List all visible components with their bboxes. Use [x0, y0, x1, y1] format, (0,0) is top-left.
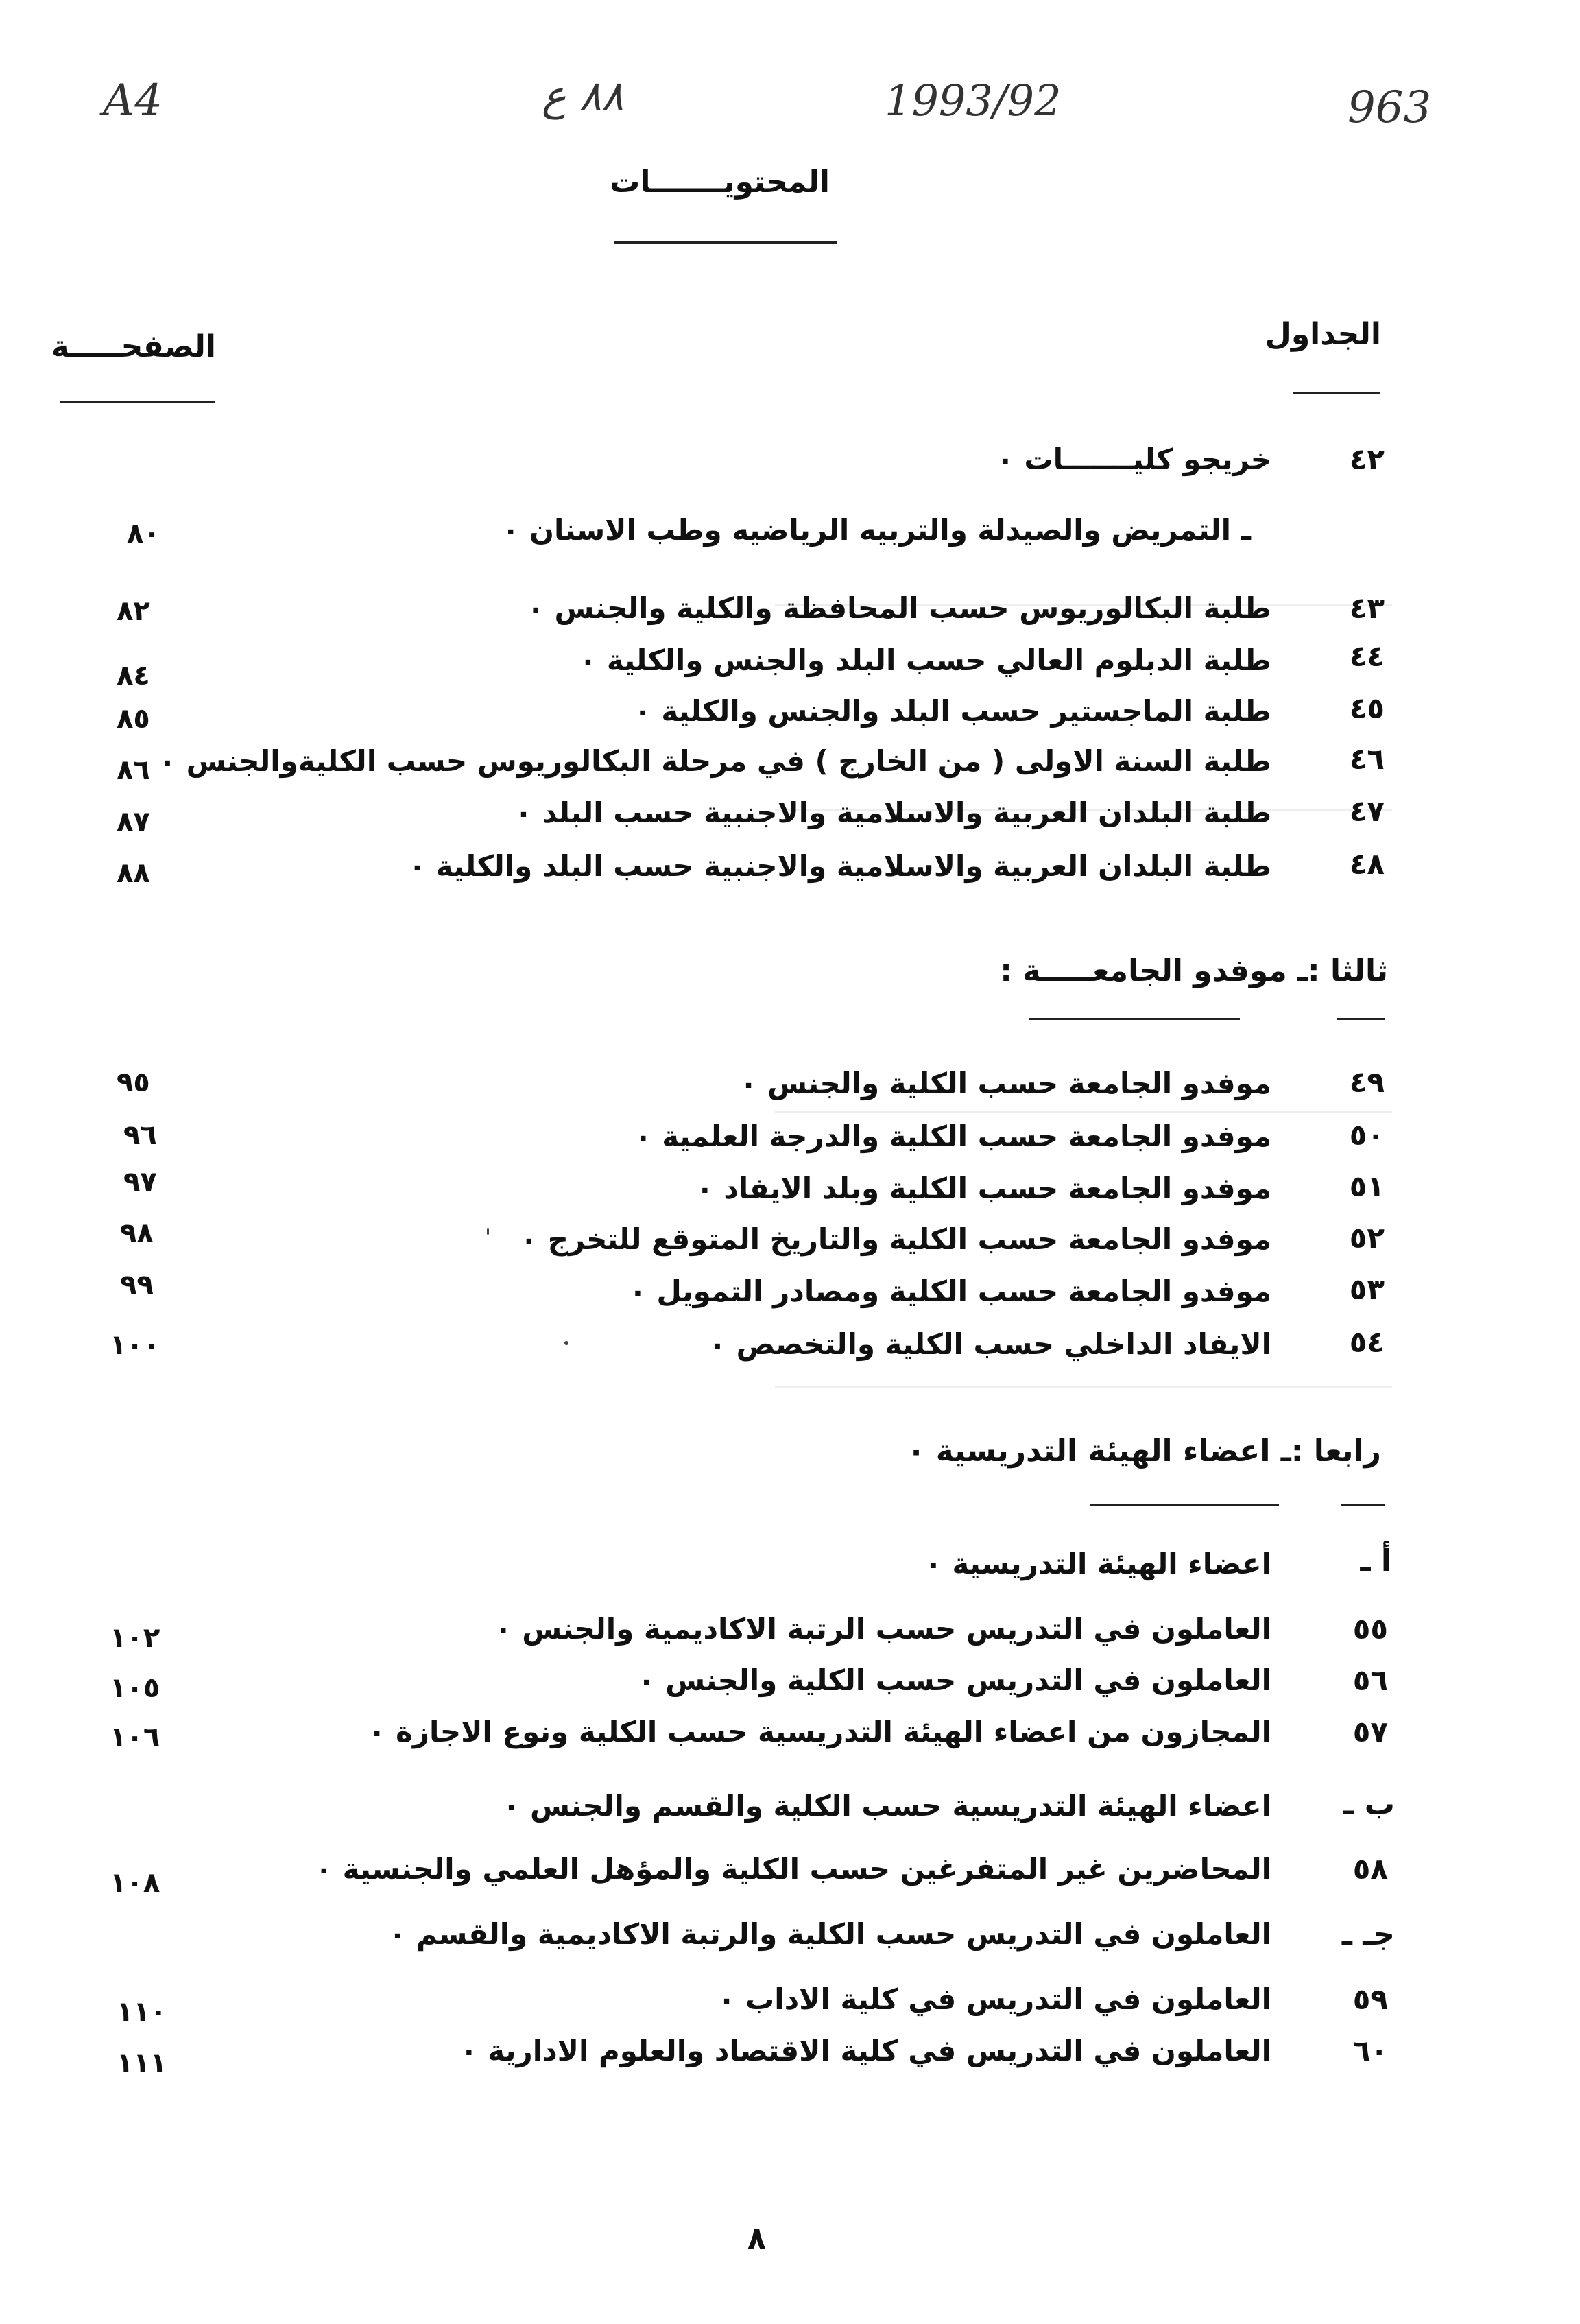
section-heading: ثالثا :ـ موفدو الجامعـــــة :	[1000, 953, 1388, 988]
table-number: ٤٧	[1349, 794, 1385, 828]
table-title: طلبة البكالوريوس حسب المحافظة والكلية والجنس ٠	[527, 591, 1271, 625]
table-number: ٥٣	[1349, 1272, 1385, 1306]
subsection-heading: العاملون في التدريس حسب الكلية والرتبة الاكاديمية والقسم ٠	[388, 1917, 1271, 1951]
section-underline	[1090, 1504, 1279, 1506]
page-ref: ١٠٠	[110, 1329, 160, 1361]
section-underline	[1337, 1018, 1385, 1020]
table-title: موفدو الجامعة حسب الكلية وبلد الايفاد ٠	[695, 1172, 1271, 1205]
table-title: موفدو الجامعة حسب الكلية والجنس ٠	[739, 1067, 1271, 1100]
table-title: خريجو كليـــــــات ٠	[996, 442, 1271, 476]
table-title: طلبة البلدان العربية والاسلامية والاجنبية حسب البلد ٠	[514, 796, 1271, 829]
table-number: ٥٢	[1349, 1221, 1385, 1255]
table-number: ٦٠	[1352, 2034, 1388, 2067]
table-title: موفدو الجامعة حسب الكلية والدرجة العلمية ٠	[634, 1119, 1271, 1153]
table-title: موفدو الجامعة حسب الكلية والتاريخ المتوقع للتخرج ٠	[520, 1222, 1271, 1256]
subsection-heading: اعضاء الهيئة التدريسية ٠	[924, 1547, 1271, 1580]
scan-speck	[564, 1341, 568, 1345]
section-heading: رابعا :ـ اعضاء الهيئة التدريسية ٠	[907, 1434, 1381, 1469]
table-title: المجازون من اعضاء الهيئة التدريسية حسب الكلية ونوع الاجازة ٠	[368, 1715, 1271, 1748]
table-number: ٥٨	[1352, 1852, 1388, 1886]
table-title: العاملون في التدريس في كلية الاداب ٠	[717, 1982, 1271, 2016]
table-number: ٥٤	[1349, 1325, 1385, 1359]
page-title: المحتويـــــــات	[610, 165, 830, 200]
table-number: ٥٥	[1352, 1612, 1388, 1646]
table-number: ٤٩	[1349, 1065, 1385, 1099]
page-header-underline	[60, 401, 215, 403]
bleed-through-line	[775, 1111, 1392, 1113]
table-number: ٤٤	[1349, 639, 1385, 673]
page-ref: ٨٧	[117, 806, 150, 838]
section-underline	[1341, 1504, 1385, 1506]
table-number: ٥٩	[1352, 1982, 1388, 2016]
table-number: ٤٢	[1349, 442, 1385, 476]
subsection-label: أ ـ	[1360, 1543, 1391, 1578]
tables-column-header: الجداول	[1265, 317, 1381, 352]
table-title: العاملون في التدريس حسب الرتبة الاكاديمية والجنس ٠	[494, 1612, 1271, 1646]
page-ref: ٩٧	[123, 1166, 157, 1198]
handwritten-note-left: A4	[103, 75, 163, 126]
page-ref: ٨٨	[117, 857, 150, 889]
table-number: ٥٧	[1352, 1715, 1388, 1748]
table-number: ٤٨	[1349, 847, 1385, 881]
page-ref: ١١١	[117, 2048, 167, 2079]
page-ref: ٩٩	[120, 1269, 154, 1301]
handwritten-year: 1993/92	[885, 75, 1062, 126]
page-ref: ١٠٦	[110, 1722, 160, 1753]
handwritten-note-right: 963	[1348, 82, 1432, 133]
table-number: ٤٣	[1349, 591, 1385, 625]
table-number: ٥٦	[1352, 1663, 1388, 1697]
page-column-header: الصفحـــــة	[51, 329, 216, 364]
table-title: ـ التمريض والصيدلة والتربيه الرياضيه وطب الاسنان ٠	[501, 513, 1251, 547]
page-ref: ٨٤	[117, 660, 150, 691]
subsection-label: جـ ـ	[1341, 1917, 1395, 1952]
tables-header-underline	[1293, 392, 1380, 394]
section-underline	[1185, 1018, 1240, 1020]
page-ref: ٨٥	[117, 703, 150, 735]
page-ref: ٩٨	[120, 1218, 154, 1249]
table-title: موفدو الجامعة حسب الكلية ومصادر التمويل ٠	[629, 1274, 1271, 1308]
page-ref: ٨٠	[127, 518, 160, 549]
table-title: طلبة السنة الاولى ( من الخارج ) في مرحلة البكالوريوس حسب الكليةوالجنس ٠	[158, 744, 1271, 778]
page-number: ٨	[747, 2221, 766, 2256]
page-ref: ١٠٢	[110, 1622, 160, 1654]
table-number: ٥٠	[1349, 1118, 1385, 1152]
table-title: الايفاد الداخلي حسب الكلية والتخصص ٠	[708, 1327, 1271, 1361]
page-ref: ١١٠	[117, 1996, 167, 2028]
title-underline	[614, 241, 837, 244]
page-ref: ٩٦	[123, 1119, 157, 1151]
table-title: طلبة البلدان العربية والاسلامية والاجنبية حسب البلد والكلية ٠	[408, 849, 1271, 883]
table-number: ٤٥	[1349, 691, 1385, 725]
page-ref: ٨٦	[117, 755, 150, 786]
page-ref: ١٠٨	[110, 1867, 160, 1899]
subsection-label: ب ـ	[1343, 1787, 1395, 1822]
table-title: العاملون في التدريس في كلية الاقتصاد والعلوم الادارية ٠	[460, 2034, 1271, 2067]
subsection-heading: اعضاء الهيئة التدريسية حسب الكلية والقسم والجنس ٠	[502, 1789, 1271, 1823]
table-title: طلبة الدبلوم العالي حسب البلد والجنس والكلية ٠	[579, 643, 1271, 677]
page-ref: ١٠٥	[110, 1672, 160, 1704]
bleed-through-line	[775, 1386, 1392, 1388]
page-ref: ٩٥	[117, 1067, 150, 1098]
handwritten-code: ٨٨ ع	[542, 72, 624, 120]
scan-speck	[487, 1228, 489, 1235]
table-title: المحاضرين غير المتفرغين حسب الكلية والمؤهل العلمي والجنسية ٠	[315, 1852, 1271, 1886]
page-ref: ٨٢	[117, 595, 150, 627]
table-number: ٤٦	[1349, 742, 1385, 776]
table-title: العاملون في التدريس حسب الكلية والجنس ٠	[637, 1663, 1271, 1697]
table-title: طلبة الماجستير حسب البلد والجنس والكلية ٠	[634, 694, 1271, 728]
table-number: ٥١	[1349, 1170, 1385, 1203]
